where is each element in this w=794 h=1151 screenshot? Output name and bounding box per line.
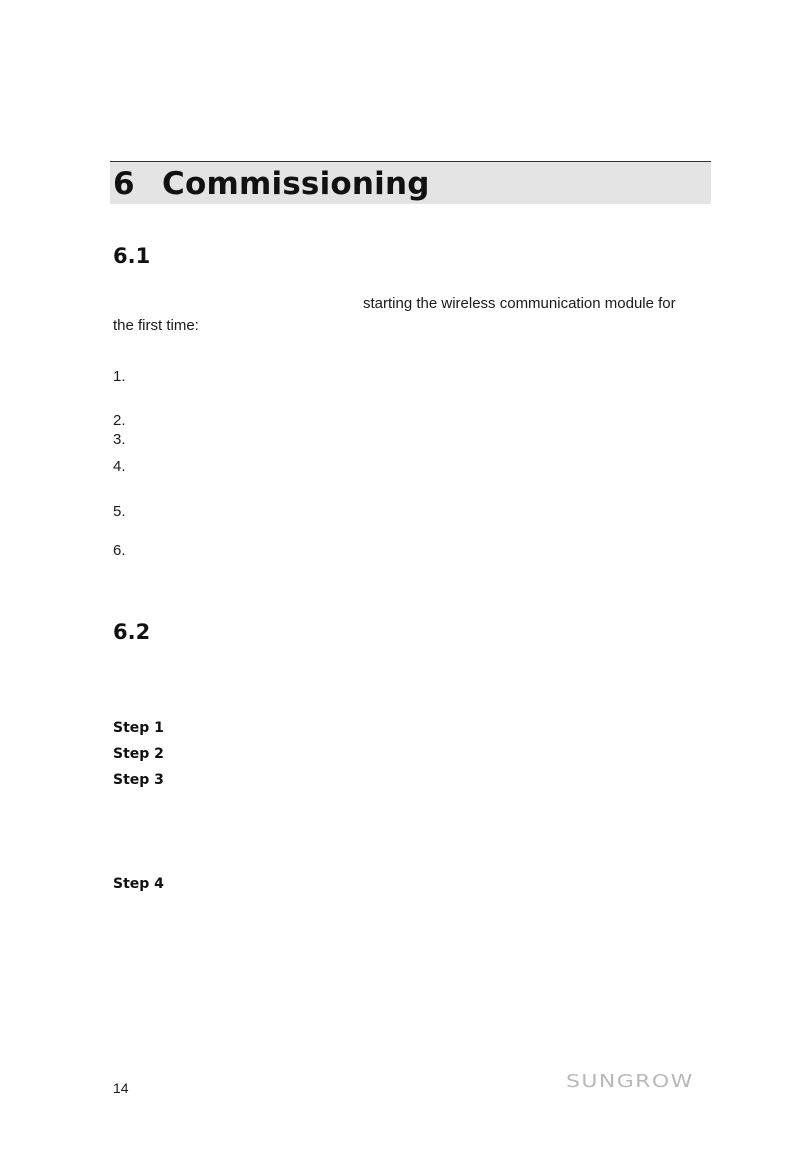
list-item-number-1: 1. <box>113 368 126 385</box>
list-item-number-4: 4. <box>113 458 126 475</box>
list-item-number-3: 3. <box>113 431 126 448</box>
section-heading-6-2: 6.2 <box>113 620 151 644</box>
sungrow-logo: SUNGROW <box>566 1072 694 1092</box>
section-heading-6-1: 6.1 <box>113 244 151 268</box>
intro-line-1: starting the wireless communication module for <box>363 295 676 312</box>
page-number: 14 <box>113 1080 129 1096</box>
step-label-1: Step 1 <box>113 720 164 736</box>
step-label-3: Step 3 <box>113 772 164 788</box>
step-label-4: Step 4 <box>113 876 164 892</box>
intro-line-2: the first time: <box>113 317 199 334</box>
list-item-number-6: 6. <box>113 542 126 559</box>
step-label-2: Step 2 <box>113 746 164 762</box>
list-item-number-5: 5. <box>113 503 126 520</box>
chapter-title-text: Commissioning <box>162 166 430 202</box>
list-item-number-2: 2. <box>113 412 126 429</box>
chapter-title <box>113 164 430 204</box>
chapter-number: 6 <box>113 166 135 202</box>
